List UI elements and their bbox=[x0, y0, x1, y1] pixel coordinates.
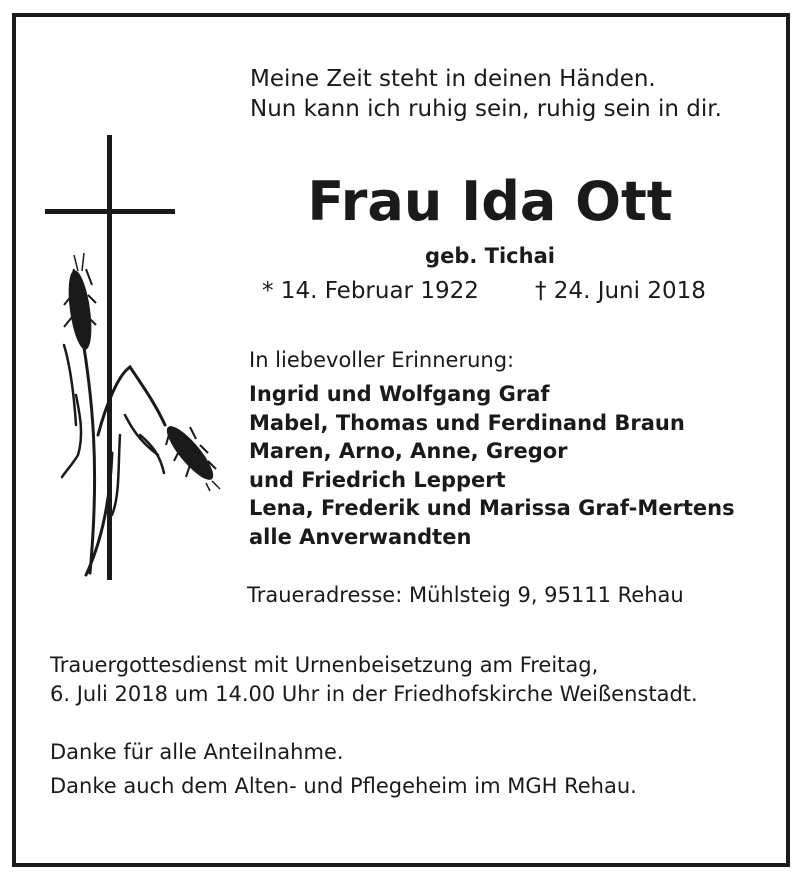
maiden-name: geb. Tichai bbox=[425, 244, 555, 268]
verse-line-1: Meine Zeit steht in deinen Händen. bbox=[250, 66, 656, 92]
mourner-line: alle Anverwandten bbox=[249, 524, 472, 549]
service-line-2: 6. Juli 2018 um 14.00 Uhr in der Friedhofskirche Weißenstadt. bbox=[50, 682, 698, 706]
mourner-line: Lena, Frederik und Marissa Graf-Mertens bbox=[249, 496, 735, 520]
mourning-address: Traueradresse: Mühlsteig 9, 95111 Rehau bbox=[247, 583, 684, 607]
thanks-line-1: Danke für alle Anteilnahme. bbox=[50, 740, 344, 764]
service-line-1: Trauergottesdienst mit Urnenbeisetzung am Freitag, bbox=[50, 653, 599, 677]
mourners-list bbox=[249, 380, 735, 551]
wheat-ear-right-icon bbox=[160, 421, 220, 491]
mourner-line: Mabel, Thomas und Ferdinand Braun bbox=[249, 410, 685, 435]
mourner-line: und Friedrich Leppert bbox=[249, 467, 506, 492]
wheat-icon bbox=[62, 335, 165, 575]
mourner-line: Ingrid und Wolfgang Graf bbox=[249, 382, 550, 406]
service-info bbox=[50, 651, 698, 709]
birth-date: * 14. Februar 1922 bbox=[262, 278, 479, 304]
verse-line-2: Nun kann ich ruhig sein, ruhig sein in dir. bbox=[250, 96, 722, 122]
deceased-name: Frau Ida Ott bbox=[307, 170, 673, 233]
thanks-line-2: Danke auch dem Alten- und Pflegeheim im MGH Rehau. bbox=[50, 774, 637, 798]
verse bbox=[250, 64, 722, 124]
mourner-line: Maren, Arno, Anne, Gregor bbox=[249, 439, 568, 463]
death-date: † 24. Juni 2018 bbox=[535, 278, 706, 304]
remembrance-heading: In liebevoller Erinnerung: bbox=[249, 348, 515, 372]
